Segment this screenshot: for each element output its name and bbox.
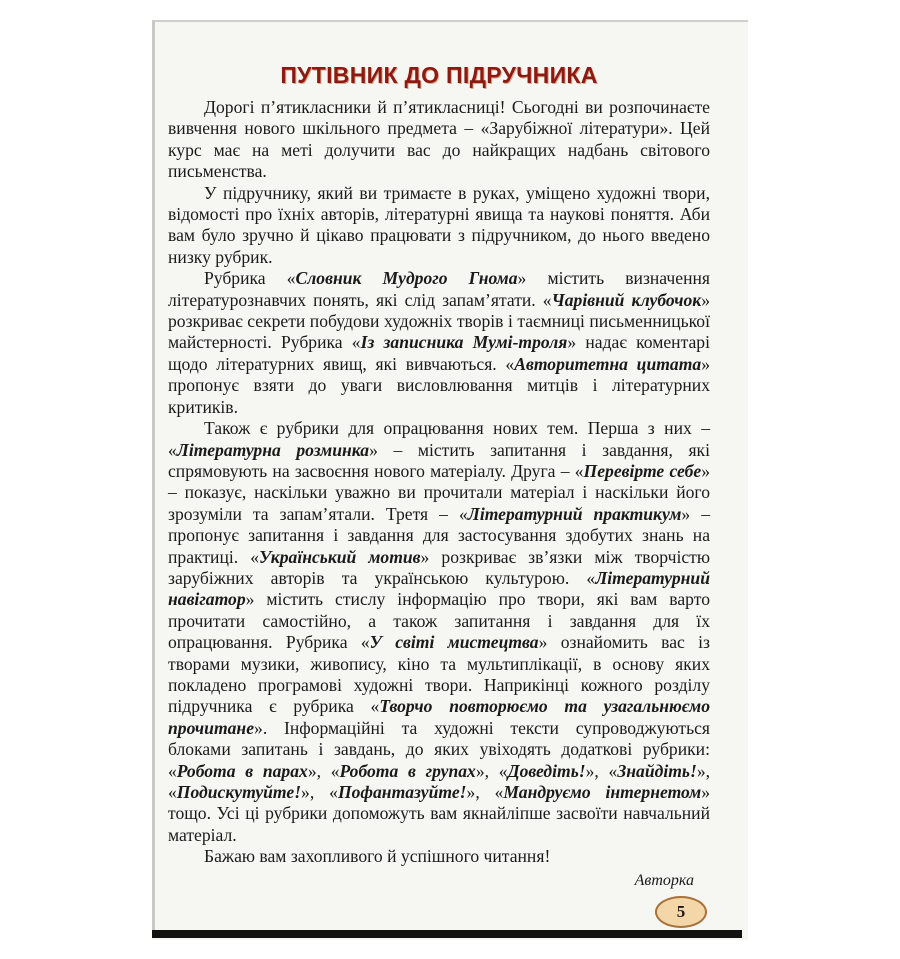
text-segment: Рубрика « [204, 268, 296, 289]
text-segment: », « [301, 782, 338, 802]
text-segment: Також є рубрики для опрацювання нових тем. Перша з них – « [168, 418, 710, 460]
page-number-badge [655, 896, 707, 928]
page-title: ПУТІВНИК ДО ПІДРУЧНИКА [280, 62, 598, 88]
rubric-name: Авторитетна цитата [514, 353, 702, 374]
body-text [168, 97, 710, 868]
text-segment: » – показує, наскільки уважно ви прочитали матеріал і наскільки його зрозуміли та запам’ятали. Третя – « [168, 460, 710, 524]
rubric-name: Чарівний клубочок [551, 289, 702, 310]
page-edge-shadow [152, 20, 155, 938]
text-segment: У підручнику, який ви тримаєте в руках, уміщено художні твори, відомості про їхніх авторів, літературні явища та наукові поняття. Аби вам було зручно й цікаво працювати з підручником, до нього введено низку рубрик. [168, 182, 710, 267]
rubric-name: Творчо повторюємо та узагальнюємо прочитане [168, 696, 710, 738]
paragraph [168, 183, 710, 269]
text-segment: » тощо. Усі ці рубрики допоможуть вам якнайліпше засвоїти навчальний матеріал. [168, 782, 711, 845]
rubric-name: Робота в групах [339, 760, 476, 781]
rubric-name: У світі мистецтва [369, 632, 539, 653]
text-segment: Бажаю вам захопливого й успішного читання! [204, 846, 551, 867]
rubric-name: Пофантазуйте! [337, 782, 467, 802]
text-segment: » ознайомить вас із творами музики, живопису, кіно та мультиплікації, в основу яких покладено програмові художні твори. Наприкінці кожного розділу підручника є рубрика « [168, 632, 710, 717]
rubric-name: Український мотив [259, 546, 421, 567]
text-segment: », « [168, 760, 711, 802]
text-segment: ». Інформаційні та художні тексти супроводжуються блоками запитань і завдань, до яких увіходять додаткові рубрики: « [168, 717, 710, 781]
paragraph [168, 418, 710, 846]
rubric-name: Робота в парах [176, 760, 308, 781]
rubric-name: Знайдіть! [617, 760, 697, 781]
paragraph [168, 846, 710, 867]
text-segment: Дорогі п’ятикласники й п’ятикласниці! Сьогодні ви розпочинаєте вивчення нового шкільного предмета – «Зарубіжної літератури». Цей курс має на меті долучити вас до найкращих надбань світового письменства. [168, 97, 710, 182]
rubric-name: Літературна розминка [176, 439, 370, 460]
author-signature: Авторка [634, 871, 694, 889]
text-segment: » – містить запитання і завдання, які спрямовують на засвоєння нового матеріалу. Друга – « [168, 439, 710, 481]
text-segment: » розкриває секрети побудови художніх творів і таємниці письменницької майстерності. Рубрика « [168, 289, 710, 353]
rubric-name: Мандруємо інтернетом [503, 782, 702, 802]
page-number: 5 [676, 902, 686, 921]
rubric-name: Літературний навігатор [168, 567, 710, 610]
rubric-name: Із записника Мумі-троля [360, 332, 568, 353]
rubric-name: Словник Мудрого Гнома [295, 268, 518, 289]
text-segment: » надає коментарі щодо літературних явищ, які вивчаються. « [168, 332, 710, 374]
text-segment: » містить визначення літературознавчих понять, які слід запам’ятати. « [168, 268, 710, 310]
text-segment: », « [585, 760, 618, 781]
text-segment: » – пропонує запитання і завдання для застосування здобутих знань на практиці. « [168, 503, 711, 567]
text-segment: », « [466, 782, 504, 802]
rubric-name: Перевірте себе [583, 460, 702, 481]
text-segment: » пропонує взяти до уваги висловлювання митців і літературних критиків. [168, 353, 710, 417]
text-segment: » розкриває зв’язки між творчістю зарубіжних авторів та українською культурою. « [168, 546, 710, 588]
text-segment: », « [307, 760, 340, 781]
rubric-name: Доведіть! [507, 760, 586, 781]
text-segment: » містить стислу інформацію про твори, які вам варто прочитати самостійно, а також запитання і завдання для їх опрацювання. Рубрика « [168, 589, 710, 653]
paragraph [168, 97, 710, 183]
text-segment: », « [475, 760, 508, 781]
page-bottom-edge [152, 930, 742, 938]
rubric-name: Подискутуйте! [176, 782, 302, 802]
page-content [168, 62, 710, 891]
rubric-name: Літературний практикум [467, 503, 682, 524]
paragraph [168, 268, 710, 418]
